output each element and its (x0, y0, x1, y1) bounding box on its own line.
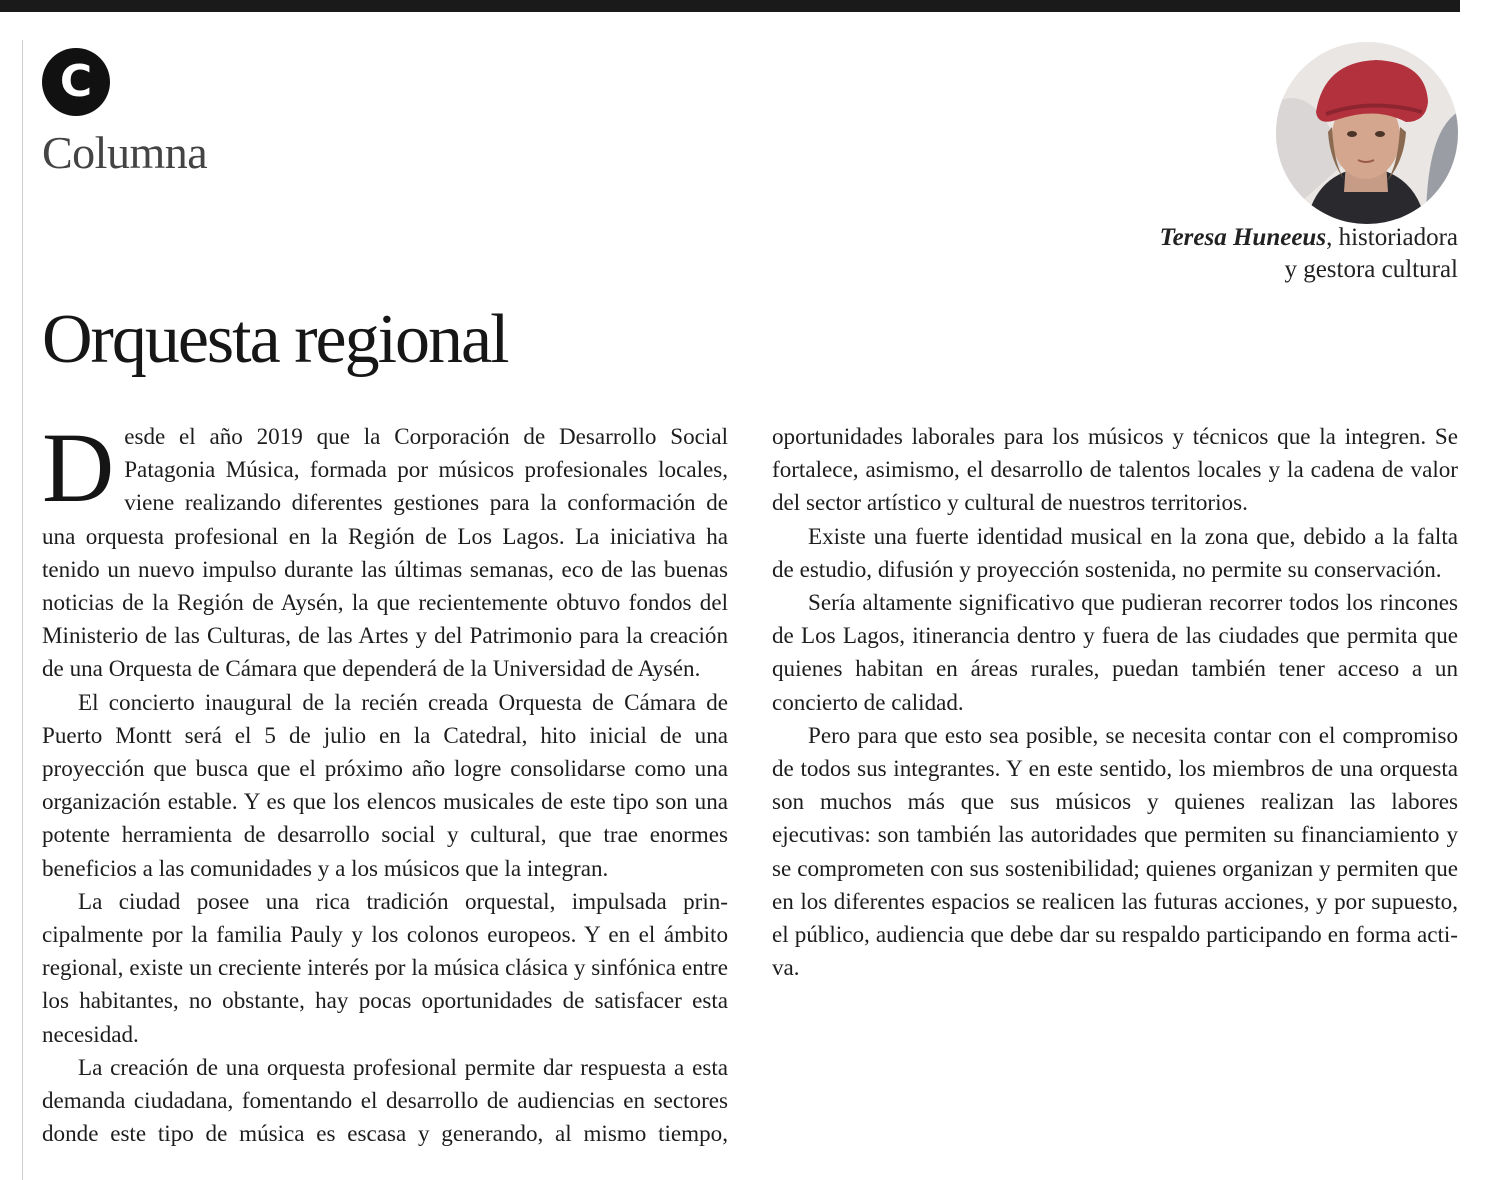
article-paragraph: Pero para que esto sea posible, se necesita contar con el compromiso de todos sus integrantes. Y en este sentido, los miembros de una orquesta son muchos más que sus músicos y quienes realizan las labores ejecutivas: son también las autoridades que permiten su financiamiento y se comprometen con sus sostenibilidad; quienes organizan y permiten que en los diferentes espacios se realicen las futuras acciones, y por supuesto, el público, audiencia que debe dar su respaldo participando en forma activa. (772, 721, 1458, 981)
drop-cap: D (42, 412, 115, 523)
section-badge (42, 48, 110, 116)
article-paragraph: Existe una fuerte identidad musical en la zona que, debido a la falta de estudio, difusión y proyección sostenida, no permite su conservación. (772, 522, 1458, 582)
left-margin-rule (22, 40, 23, 1180)
article-paragraph: El concierto inaugural de la recién creada Orquesta de Cámara de Puerto Montt será el 5 de julio en la Catedral, hito inicial de una proyección que busca que el próximo año logre consolidarse como una organización estable. Y es que los elencos musicales de este tipo son una potente herramienta de desarrollo social y cultural, que trae enormes beneficios a las comunidades y a los músicos que la integran. (42, 688, 728, 881)
article-paragraph: La creación de una orquesta profesional permite dar respuesta a esta demanda ciudadana, fomentando el desarrollo de audiencias en sectores donde este tipo de música es escasa y generando, al mismo tiempo, oportunidades laborales para los músicos y técnicos que la integren. Se fortalece, asimismo, el desarrollo de talentos locales y la cadena de valor del sector artístico y cultural de nuestros territorios. (42, 423, 1458, 1147)
article-body (42, 412, 1458, 1160)
section-label: Columna (42, 127, 208, 178)
byline (1160, 222, 1458, 286)
section-badge-letter: C (59, 56, 93, 107)
top-rule (0, 0, 1460, 12)
paragraph-text: esde el año 2019 que la Corporación de Desarrollo Social Patagonia Música, formada por músicos profesionales locales, viene realizando diferentes gestiones para la conformación de una orquesta profesional en la Región de Los Lagos. La iniciativa ha tenido un nuevo impulso durante las últimas semanas, eco de las buenas noticias de la Región de Aysén, la que recientemente obtuvo fondos del Ministerio de las Culturas, de las Artes y del Patrimonio para la creación de una Orquesta de Cámara que dependerá de la Universidad de Aysén. (42, 423, 728, 682)
article-headline: Orquesta regional (42, 301, 508, 378)
article-paragraph: La ciudad posee una rica tradición orquestal, impulsada principalmente por la familia Pauly y los colonos europeos. Y en el ámbito regional, existe un creciente interés por la música clásica y sinfónica entre los habitantes, no obstante, hay pocas oportunidades de satisfacer esta necesidad. (42, 887, 728, 1047)
byline-line-1 (1160, 222, 1458, 254)
author-portrait-icon (1276, 42, 1458, 224)
byline-line-2: y gestora cultural (1284, 256, 1458, 283)
author-role: , historiadora (1326, 224, 1458, 251)
author-name: Teresa Huneeus (1159, 224, 1327, 251)
article-paragraph: Sería altamente significativo que pudieran recorrer todos los rincones de Los Lagos, itinerancia dentro y fuera de las ciudades que permita que quienes habitan en áreas rurales, puedan también tener acceso a un concierto de calidad. (772, 589, 1458, 715)
author-photo (1276, 42, 1458, 224)
article-paragraph (42, 412, 728, 686)
